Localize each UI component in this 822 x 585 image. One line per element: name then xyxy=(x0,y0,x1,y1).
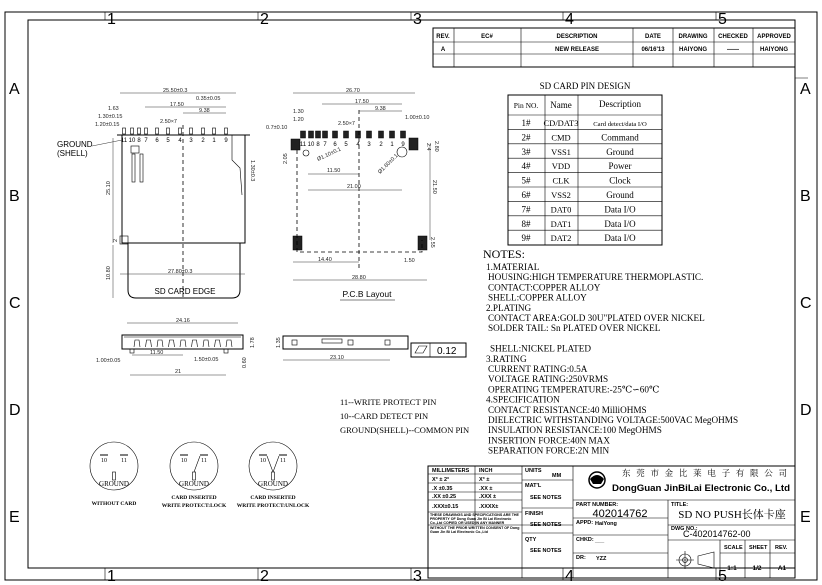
pin-11-label: 11 xyxy=(280,458,286,464)
zone-col-3-bottom: 3 xyxy=(413,568,422,585)
front-pin-number: 4 xyxy=(178,138,182,144)
switch-caption-detail: WRITE PROTECT:UNLOCK xyxy=(236,503,310,509)
front-pin-number: 11 xyxy=(120,138,128,144)
ground-label: GROUND xyxy=(57,140,93,149)
pcb-hole-small: Ø1.10±0.1 xyxy=(316,146,343,163)
pin-10-label: 10 xyxy=(260,458,266,464)
pcb-dim-2150: 21.50 xyxy=(431,180,437,194)
pin-number-cell: 3# xyxy=(521,146,531,157)
legend-write-protect: 11--WRITE PROTECT PIN xyxy=(340,397,437,407)
dwg-no-label: DWG NO.: xyxy=(671,526,698,532)
note-line: VOLTAGE RATING:250VRMS xyxy=(488,374,609,385)
pcb-pin-number: 8 xyxy=(316,142,320,148)
pcb-pin-number: 11 xyxy=(299,142,307,148)
dim-1750: 17.50 xyxy=(170,102,184,108)
pin-11-label: 11 xyxy=(121,458,127,464)
zone-row-e-right: E xyxy=(800,509,811,526)
sheet-label: SHEET xyxy=(749,545,768,551)
dim-pitch: 2.50×7 xyxy=(160,119,177,125)
dim-width: 27.80±0.3 xyxy=(168,269,193,275)
pin-description-cell: Data I/O xyxy=(604,233,636,244)
note-line: CONTACT AREA:GOLD 30U"PLATED OVER NICKEL xyxy=(488,313,705,323)
zone-col-2-bottom: 2 xyxy=(260,568,269,585)
pin-name-cell: DAT0 xyxy=(550,204,572,215)
pcb-pin-number: 5 xyxy=(344,142,348,148)
tol-mm-1: .X ±0.35 xyxy=(432,486,453,492)
pcb-dim-1150: 11.50 xyxy=(327,168,341,174)
pin-description-cell: Command xyxy=(601,132,639,143)
front-pin-number: 7 xyxy=(144,138,148,144)
note-line: DIELECTRIC WITHSTANDING VOLTAGE:500VAC MegOHMS xyxy=(488,415,739,425)
pcb-dim-1750: 17.50 xyxy=(355,99,369,105)
note-line: INSULATION RESISTANCE:100 MegOHMS xyxy=(488,425,662,436)
description-value: NEW RELEASE xyxy=(554,47,600,53)
note-line: CONTACT RESISTANCE:40 MilliOHMS xyxy=(488,404,647,415)
note-line: 1.MATERIAL xyxy=(486,262,540,272)
pcb-pin-number: 9 xyxy=(401,142,405,148)
pin-legend xyxy=(340,397,469,435)
qty-value: SEE NOTES xyxy=(530,548,562,554)
front-pin-number: 2 xyxy=(201,138,205,144)
front-view-drawing xyxy=(57,88,255,300)
note-line: INSERTION FORCE:40N MAX xyxy=(488,435,610,446)
zone-col-3: 3 xyxy=(413,11,422,28)
zone-col-4-bottom: 4 xyxy=(565,568,574,585)
pcb-dim-1440: 14.40 xyxy=(318,257,332,263)
pin-description-cell: Ground xyxy=(606,146,634,157)
ownership-disclaimer: THESE DRAWINGS AND SPECIFICATIONS ARE THE PROPERTY OF Dong Guan Jin Bi Lai Electronic Co.,Ltd COPIED OR USED IN ANY MANNER WITHOUT THE PRIOR WRITTEN CONSENT OF Dong Guan Jin Bi Lai Electronic Co.,Ltd xyxy=(430,513,520,534)
note-line: 4.SPECIFICATION xyxy=(486,394,560,405)
note-line: 2.PLATING xyxy=(486,302,532,313)
chkd-label: CHKD: xyxy=(576,537,594,543)
switch-caption: CARD INSERTED xyxy=(250,495,296,501)
side-dim-21: 21 xyxy=(175,369,182,375)
pcb-pin-number: 4 xyxy=(356,142,360,148)
zone-markers xyxy=(9,11,812,585)
checked-header: CHECKED xyxy=(718,34,748,40)
company-logo xyxy=(589,472,605,488)
tol-inch-2: .XXX ± xyxy=(479,494,497,500)
switch-state-3 xyxy=(237,442,310,509)
finish-value: SEE NOTES xyxy=(530,522,562,528)
note-line: 3.RATING xyxy=(486,353,527,364)
pcb-dim-130: 1.30 xyxy=(293,109,304,115)
pcb-pin-number: 10 xyxy=(307,142,315,148)
part-number-label: PART NUMBER: xyxy=(576,502,619,508)
front-pin-number: 3 xyxy=(189,138,193,144)
pin-design-title: SD CARD PIN DESIGN xyxy=(539,81,631,91)
pcb-dim-255: 2.55 xyxy=(429,237,435,248)
pcb-pin-number: 1 xyxy=(390,142,394,148)
flatness-value: 0.12 xyxy=(437,346,457,357)
note-line: SHELL:NICKEL PLATED xyxy=(490,343,591,354)
pcb-pin-number: 2 xyxy=(379,142,383,148)
projection-symbol-icon xyxy=(676,551,714,569)
pin-number-cell: 8# xyxy=(521,218,531,229)
pin-name-cell: DAT2 xyxy=(550,233,572,244)
rev-header: REV. xyxy=(436,34,450,40)
pin-description-cell: Data I/O xyxy=(604,204,636,215)
zone-row-a-right: A xyxy=(800,81,811,98)
pin-description-cell: Card detect/data I/O xyxy=(593,121,647,128)
pin-number-cell: 5# xyxy=(521,175,531,186)
company-name-en: DongGuan JinBiLai Electronic Co., Ltd xyxy=(612,483,790,493)
dim-130: 1.30±0.15 xyxy=(98,114,123,120)
pin-number-cell: 7# xyxy=(521,204,531,215)
pcb-dim-070: 0.7±0.10 xyxy=(266,125,288,131)
pin-number-cell: 4# xyxy=(521,161,531,172)
pin-name-cell: CD/DAT3 xyxy=(543,118,579,128)
notes xyxy=(483,247,738,456)
pin-name-cell: VSS2 xyxy=(551,190,571,200)
dim-163: 1.63 xyxy=(108,106,119,112)
side-dim-135: 1.35 xyxy=(276,337,282,348)
matl-label: MAT'L xyxy=(525,483,542,489)
pin-description-cell: Data I/O xyxy=(604,218,636,229)
side-dim-060: 0.60 xyxy=(242,357,248,368)
pin-description-cell: Clock xyxy=(609,175,631,186)
switch-caption-detail: WRITE PROTECT:LOCK xyxy=(161,503,227,509)
pin-design-table xyxy=(508,81,662,245)
switch-state-diagrams xyxy=(90,442,310,509)
matl-value: SEE NOTES xyxy=(530,495,562,501)
switch-state-2 xyxy=(162,442,227,509)
zone-col-5-bottom: 5 xyxy=(718,568,727,585)
approved-value: HAIYONG xyxy=(759,47,789,53)
pcb-layout-drawing xyxy=(266,88,439,300)
pin-number-cell: 6# xyxy=(521,190,531,200)
drawing-header: DRAWING xyxy=(678,34,708,40)
dim-035: 0.35±0.05 xyxy=(196,96,221,102)
zone-row-e: E xyxy=(9,509,20,526)
sheet-value: 1/2 xyxy=(752,565,762,572)
switch-caption: WITHOUT CARD xyxy=(91,501,137,507)
pin-name-cell: DAT1 xyxy=(550,218,572,229)
front-pin-number: 1 xyxy=(212,138,216,144)
pcb-dim-205: 2.05 xyxy=(283,153,289,164)
switch-state-1 xyxy=(90,442,138,507)
tol-mm-3: .XXX±0.15 xyxy=(432,504,459,510)
dwg-number: C-402014762-00 xyxy=(683,529,751,539)
dim-small: 2 xyxy=(113,238,119,242)
pcb-dim-overall: 26.70 xyxy=(346,88,360,94)
zone-col-4: 4 xyxy=(565,11,574,28)
pcb-dim-pitch: 2.50×7 xyxy=(338,121,355,127)
ground-label: GROUND xyxy=(258,480,288,488)
outer-frame xyxy=(5,12,817,580)
tol-inch-0: X° ± xyxy=(479,477,490,483)
shell-label: (SHELL) xyxy=(57,149,88,158)
front-pin-number: 9 xyxy=(224,138,228,144)
pin-description-cell: Ground xyxy=(606,190,634,200)
dim-overall-width: 25.50±0.3 xyxy=(163,88,188,94)
pin-no-header: Pin NO. xyxy=(513,101,539,110)
zone-row-c-right: C xyxy=(800,295,812,312)
pin-10-label: 10 xyxy=(101,458,107,464)
zone-row-a: A xyxy=(9,81,20,98)
pcb-dim-938: 9.38 xyxy=(375,106,386,112)
pin-name-cell: CLK xyxy=(552,175,570,186)
rev-value: A xyxy=(440,47,446,53)
note-line: CONTACT:COPPER ALLOY xyxy=(488,282,601,293)
note-line: SHELL:COPPER ALLOY xyxy=(488,292,587,303)
pcb-pin-number: 7 xyxy=(323,142,327,148)
pcb-pin-number: 3 xyxy=(367,142,371,148)
front-pin-number: 10 xyxy=(128,138,136,144)
drawing-title: SD NO PUSH长体卡座 xyxy=(678,509,786,521)
side-view-drawing xyxy=(96,318,466,375)
checked-value: —— xyxy=(727,47,739,53)
pin-number-cell: 2# xyxy=(521,132,531,143)
scale-value: 1:1 xyxy=(727,565,737,572)
part-number: 402014762 xyxy=(592,508,648,520)
zone-row-b: B xyxy=(9,188,20,205)
front-pin-number: 6 xyxy=(155,138,159,144)
units-label: UNITS xyxy=(525,468,542,474)
finish-label: FINISH xyxy=(525,511,544,517)
pcb-dim-120: 1.20 xyxy=(293,117,304,123)
note-line: HOUSING:HIGH TEMPERATURE THERMOPLASTIC. xyxy=(488,272,704,283)
approved-header: APPROVED xyxy=(757,34,791,40)
zone-row-d-right: D xyxy=(800,402,812,419)
scale-label: SCALE xyxy=(724,545,743,551)
name-header: Name xyxy=(550,100,572,110)
pcb-layout-caption: P.C.B Layout xyxy=(342,289,392,299)
dim-height: 25.10 xyxy=(106,181,112,195)
zone-col-2: 2 xyxy=(260,11,269,28)
pin-10-label: 10 xyxy=(181,458,187,464)
zone-row-c: C xyxy=(9,295,21,312)
tol-inch-1: .XX ± xyxy=(479,486,493,492)
revision-table xyxy=(433,28,808,78)
side-dim-2310: 23.10 xyxy=(330,355,344,361)
tol-mm-0: X° ± 2° xyxy=(432,477,450,483)
description-header: DESCRIPTION xyxy=(556,34,598,40)
note-line: SOLDER TAIL: Sn PLATED OVER NICKEL xyxy=(488,323,661,334)
side-dim-150: 1.50±0.05 xyxy=(194,357,219,363)
pin-description-cell: Power xyxy=(608,161,632,172)
title-label: TITLE: xyxy=(671,502,689,508)
dim-938: 9.38 xyxy=(199,108,210,114)
drawing-value: HAIYONG xyxy=(678,47,708,53)
front-pin-number: 5 xyxy=(166,138,170,144)
rev-label: REV. xyxy=(775,545,788,551)
legend-card-detect: 10--CARD DETECT PIN xyxy=(340,411,429,421)
ec-header: EC# xyxy=(481,34,493,40)
note-line: CURRENT RATING:0.5A xyxy=(488,364,588,374)
pcb-dim-2880: 28.80 xyxy=(352,275,366,281)
rev-value: A1 xyxy=(777,565,787,572)
zone-col-1-bottom: 1 xyxy=(107,568,116,585)
units-value: MM xyxy=(552,473,562,479)
chkd-value: ___ xyxy=(595,538,605,544)
ground-label: GROUND xyxy=(179,480,209,488)
flatness-icon xyxy=(415,346,427,353)
note-line: SEPARATION FORCE:2N MIN xyxy=(488,445,610,456)
tol-inch-header: INCH xyxy=(479,468,493,474)
sd-card-edge-caption: SD CARD EDGE xyxy=(154,287,216,296)
appd-label: APPD: xyxy=(576,520,594,526)
pcb-hole-large: Ø1.60±0.1 xyxy=(377,153,400,176)
date-value: 06/16'13 xyxy=(641,47,665,53)
qty-label: QTY xyxy=(525,537,537,543)
dim-side: 1.30±0.3 xyxy=(249,160,255,182)
side-dim-178: 1.78 xyxy=(250,337,256,348)
ground-label: GROUND xyxy=(99,480,129,488)
pcb-dim-150: 1.50 xyxy=(404,258,415,264)
title-block xyxy=(428,466,795,578)
side-dim-2416: 24.16 xyxy=(176,318,190,324)
company-name-cn: 东 莞 市 金 比 莱 电 子 有 限 公 司 xyxy=(622,468,787,478)
side-dim-1150: 11.50 xyxy=(150,350,164,356)
description-header: Description xyxy=(599,99,641,109)
zone-col-1: 1 xyxy=(107,11,116,28)
dr-label: DR: xyxy=(576,555,586,561)
pcb-dim-2100: 21.00 xyxy=(347,184,361,190)
dim-120: 1.20±0.15 xyxy=(95,122,120,128)
pin-number-cell: 1# xyxy=(521,118,531,128)
zone-row-b-right: B xyxy=(800,188,811,205)
front-pin-number: 8 xyxy=(137,138,141,144)
legend-ground: GROUND(SHELL)--COMMON PIN xyxy=(340,425,470,435)
zone-row-d: D xyxy=(9,402,21,419)
side-dim-100: 1.00±0.05 xyxy=(96,358,121,364)
pcb-dim-280: 2.80 xyxy=(433,141,439,152)
pin-name-cell: VDD xyxy=(551,161,571,172)
tol-mm-header: MILLIMETERS xyxy=(432,468,470,474)
pcb-dim-100: 1.00±0.10 xyxy=(405,115,430,121)
pin-number-cell: 9# xyxy=(521,233,531,244)
switch-caption: CARD INSERTED xyxy=(171,495,217,501)
tol-inch-3: .XXXX± xyxy=(479,504,499,510)
appd-value: HaiYong xyxy=(595,521,617,527)
pin-name-cell: CMD xyxy=(551,132,571,143)
pin-name-cell: VSS1 xyxy=(551,146,571,157)
dim-edge: 10.80 xyxy=(106,266,112,280)
pin-11-label: 11 xyxy=(201,458,207,464)
pcb-dim-24: 2.4 xyxy=(425,143,431,151)
tol-mm-2: .XX ±0.25 xyxy=(432,494,457,500)
note-line: OPERATING TEMPERATURE:-25℃∽60℃ xyxy=(488,384,660,395)
notes-title: NOTES: xyxy=(483,247,525,261)
pcb-pin-number: 6 xyxy=(333,142,337,148)
zone-col-5: 5 xyxy=(718,11,727,28)
dr-value: YZZ xyxy=(596,556,607,562)
date-header: DATE xyxy=(645,34,661,40)
